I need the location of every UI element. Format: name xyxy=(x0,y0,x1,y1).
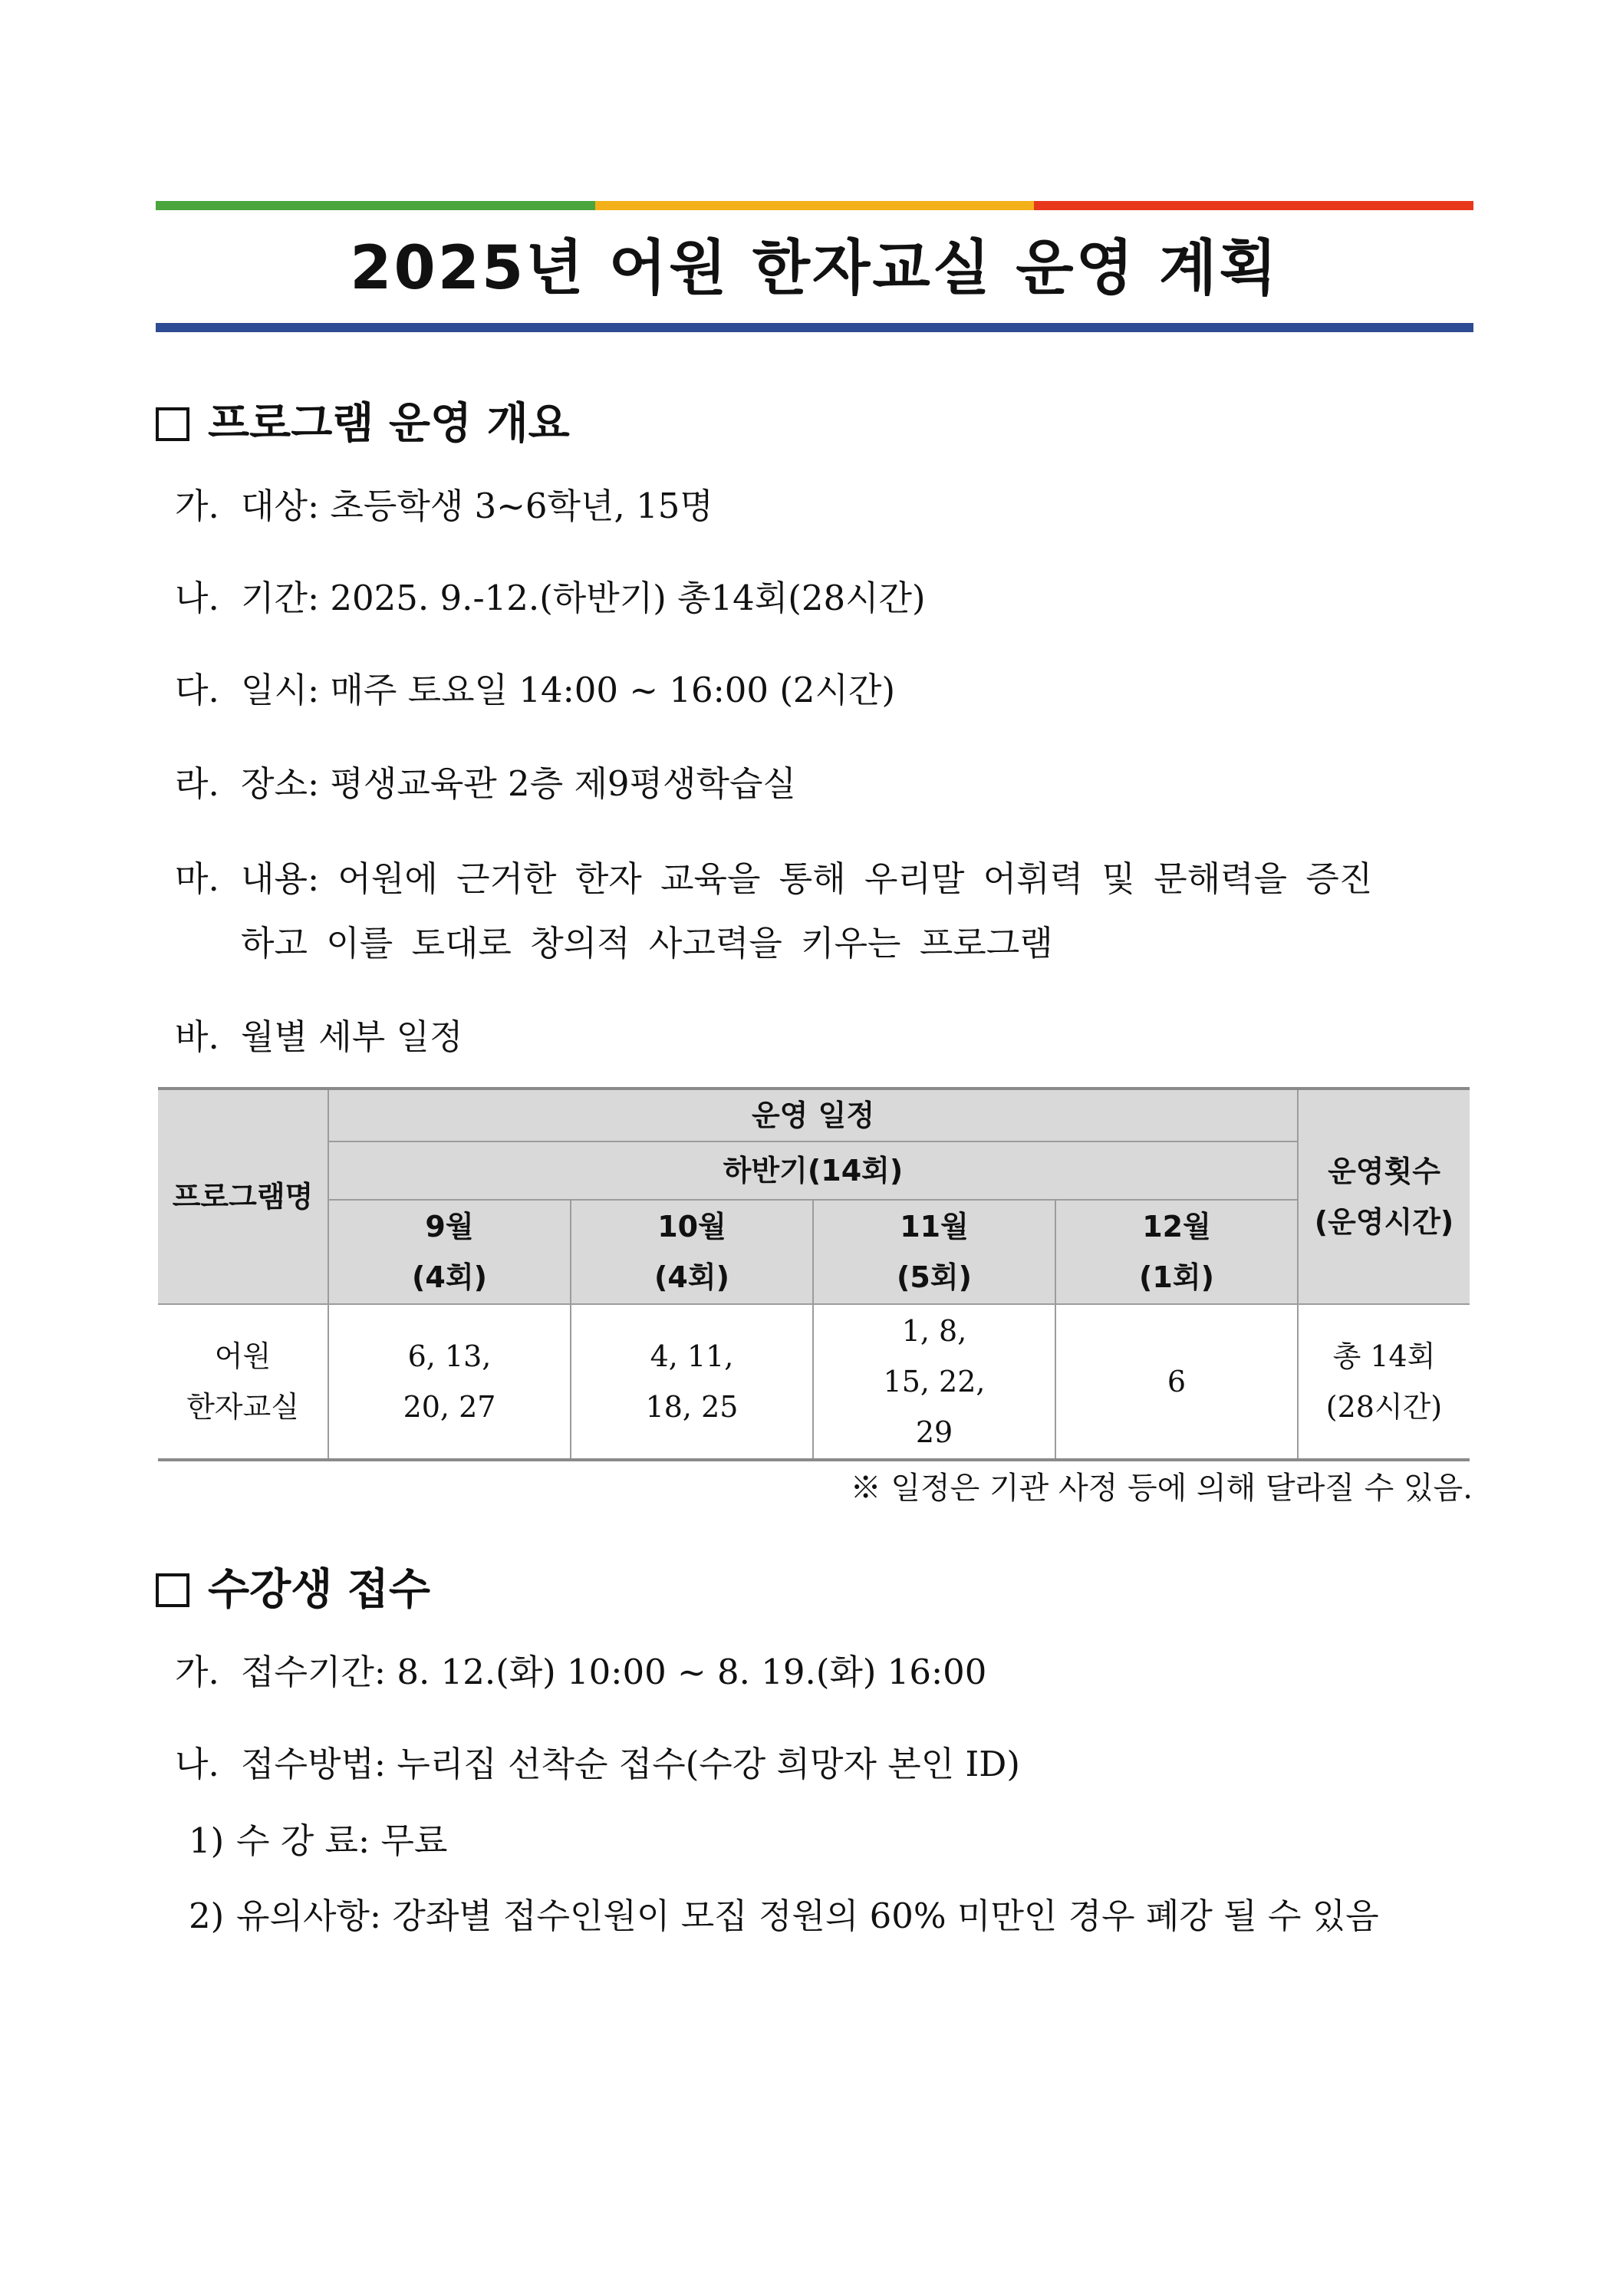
cell-total xyxy=(1298,1304,1470,1460)
title-top-color-bar xyxy=(156,201,1473,210)
item-text: 접수방법: 누리집 선착순 접수(수강 희망자 본인 ID) xyxy=(241,1744,1020,1784)
checkbox-square-icon xyxy=(156,407,189,441)
section-heading-overview xyxy=(156,397,570,451)
item-marker: 라. xyxy=(175,763,219,804)
overview-item-period xyxy=(175,574,926,623)
table-header-row xyxy=(158,1141,1470,1200)
cell-dates-dec xyxy=(1055,1304,1298,1460)
item-text: 수 강 료: 무료 xyxy=(236,1820,448,1861)
cell-dates-sep xyxy=(328,1304,571,1460)
month-name: 10월 xyxy=(657,1210,726,1244)
item-marker: 가. xyxy=(175,486,219,526)
item-text: 기간: 2025. 9.-12.(하반기) 총14회(28시간) xyxy=(241,578,926,618)
title-bottom-bar xyxy=(156,323,1473,332)
month-name: 12월 xyxy=(1142,1210,1211,1244)
date-line: 6 xyxy=(1167,1365,1187,1398)
item-marker: 나. xyxy=(175,578,219,618)
month-count: (4회) xyxy=(654,1260,729,1294)
month-name: 9월 xyxy=(425,1210,474,1244)
item-marker: 다. xyxy=(175,670,219,710)
header-schedule: 운영 일정 xyxy=(328,1089,1298,1141)
program-line2: 한자교실 xyxy=(186,1390,299,1424)
item-text: 장소: 평생교육관 2층 제9평생학습실 xyxy=(241,763,796,804)
header-program-name: 프로그램명 xyxy=(158,1089,328,1304)
header-count xyxy=(1298,1089,1470,1304)
section-heading-registration xyxy=(156,1563,430,1617)
total-line1: 총 14회 xyxy=(1332,1339,1436,1373)
section-heading-text: 프로그램 운영 개요 xyxy=(208,399,570,449)
registration-item-period xyxy=(175,1648,986,1697)
overview-item-content xyxy=(175,855,1372,904)
cell-dates-oct xyxy=(571,1304,813,1460)
item-text: 일시: 매주 토요일 14:00 ~ 16:00 (2시간) xyxy=(241,670,896,710)
item-marker: 2) xyxy=(189,1896,225,1936)
item-marker: 나. xyxy=(175,1744,219,1784)
item-text: 내용: 어원에 근거한 한자 교육을 통해 우리말 어휘력 및 문해력을 증진 xyxy=(241,858,1373,899)
overview-item-target xyxy=(175,482,713,531)
header-month-dec xyxy=(1055,1200,1298,1304)
date-line: 6, 13, xyxy=(407,1339,492,1373)
month-count: (5회) xyxy=(897,1260,972,1294)
header-count-line2: (운영시간) xyxy=(1314,1205,1454,1239)
table-header-row xyxy=(158,1200,1470,1304)
item-text: 월별 세부 일정 xyxy=(241,1016,463,1057)
registration-subitem-fee xyxy=(189,1817,447,1866)
header-month-oct xyxy=(571,1200,813,1304)
table-row xyxy=(158,1304,1470,1460)
header-month-sep xyxy=(328,1200,571,1304)
date-line: 4, 11, xyxy=(650,1339,734,1373)
green-bar-segment xyxy=(156,201,595,210)
item-marker: 1) xyxy=(189,1820,225,1861)
item-marker: 마. xyxy=(175,858,219,899)
month-count: (4회) xyxy=(412,1260,487,1294)
header-month-nov xyxy=(813,1200,1055,1304)
monthly-schedule-table xyxy=(158,1087,1470,1461)
schedule-note: ※ 일정은 기관 사정 등에 의해 달라질 수 있음. xyxy=(850,1471,1473,1506)
yellow-bar-segment xyxy=(595,201,1035,210)
item-text-continued: 하고 이를 토대로 창의적 사고력을 키우는 프로그램 xyxy=(241,923,1053,964)
date-line: 29 xyxy=(915,1415,953,1449)
table-header-row xyxy=(158,1089,1470,1141)
item-marker: 가. xyxy=(175,1652,219,1692)
date-line: 20, 27 xyxy=(403,1390,496,1424)
overview-item-monthly xyxy=(175,1013,463,1062)
overview-item-location xyxy=(175,759,796,809)
overview-item-schedule xyxy=(175,666,895,715)
item-text: 접수기간: 8. 12.(화) 10:00 ~ 8. 19.(화) 16:00 xyxy=(241,1652,987,1692)
registration-subitem-notice xyxy=(189,1892,1379,1941)
cell-dates-nov xyxy=(813,1304,1055,1460)
item-marker: 바. xyxy=(175,1016,219,1057)
section-heading-text: 수강생 접수 xyxy=(208,1565,430,1615)
header-half-year: 하반기(14회) xyxy=(328,1141,1298,1200)
overview-item-content-continued xyxy=(241,919,1053,968)
date-line: 18, 25 xyxy=(645,1390,739,1424)
program-line1: 어원 xyxy=(214,1339,272,1373)
document-title: 2025년 어원 한자교실 운영 계획 xyxy=(350,234,1279,303)
cell-program xyxy=(158,1304,328,1460)
month-count: (1회) xyxy=(1139,1260,1214,1294)
total-line2: (28시간) xyxy=(1325,1390,1443,1424)
registration-item-method xyxy=(175,1740,1020,1789)
red-bar-segment xyxy=(1034,201,1473,210)
item-text: 대상: 초등학생 3~6학년, 15명 xyxy=(241,486,713,526)
checkbox-square-icon xyxy=(156,1573,189,1607)
date-line: 15, 22, xyxy=(883,1365,986,1398)
item-text: 유의사항: 강좌별 접수인원이 모집 정원의 60% 미만인 경우 폐강 될 수 있음 xyxy=(236,1896,1379,1936)
month-name: 11월 xyxy=(900,1210,969,1244)
header-count-line1: 운영횟수 xyxy=(1328,1155,1440,1188)
date-line: 1, 8, xyxy=(901,1314,967,1348)
